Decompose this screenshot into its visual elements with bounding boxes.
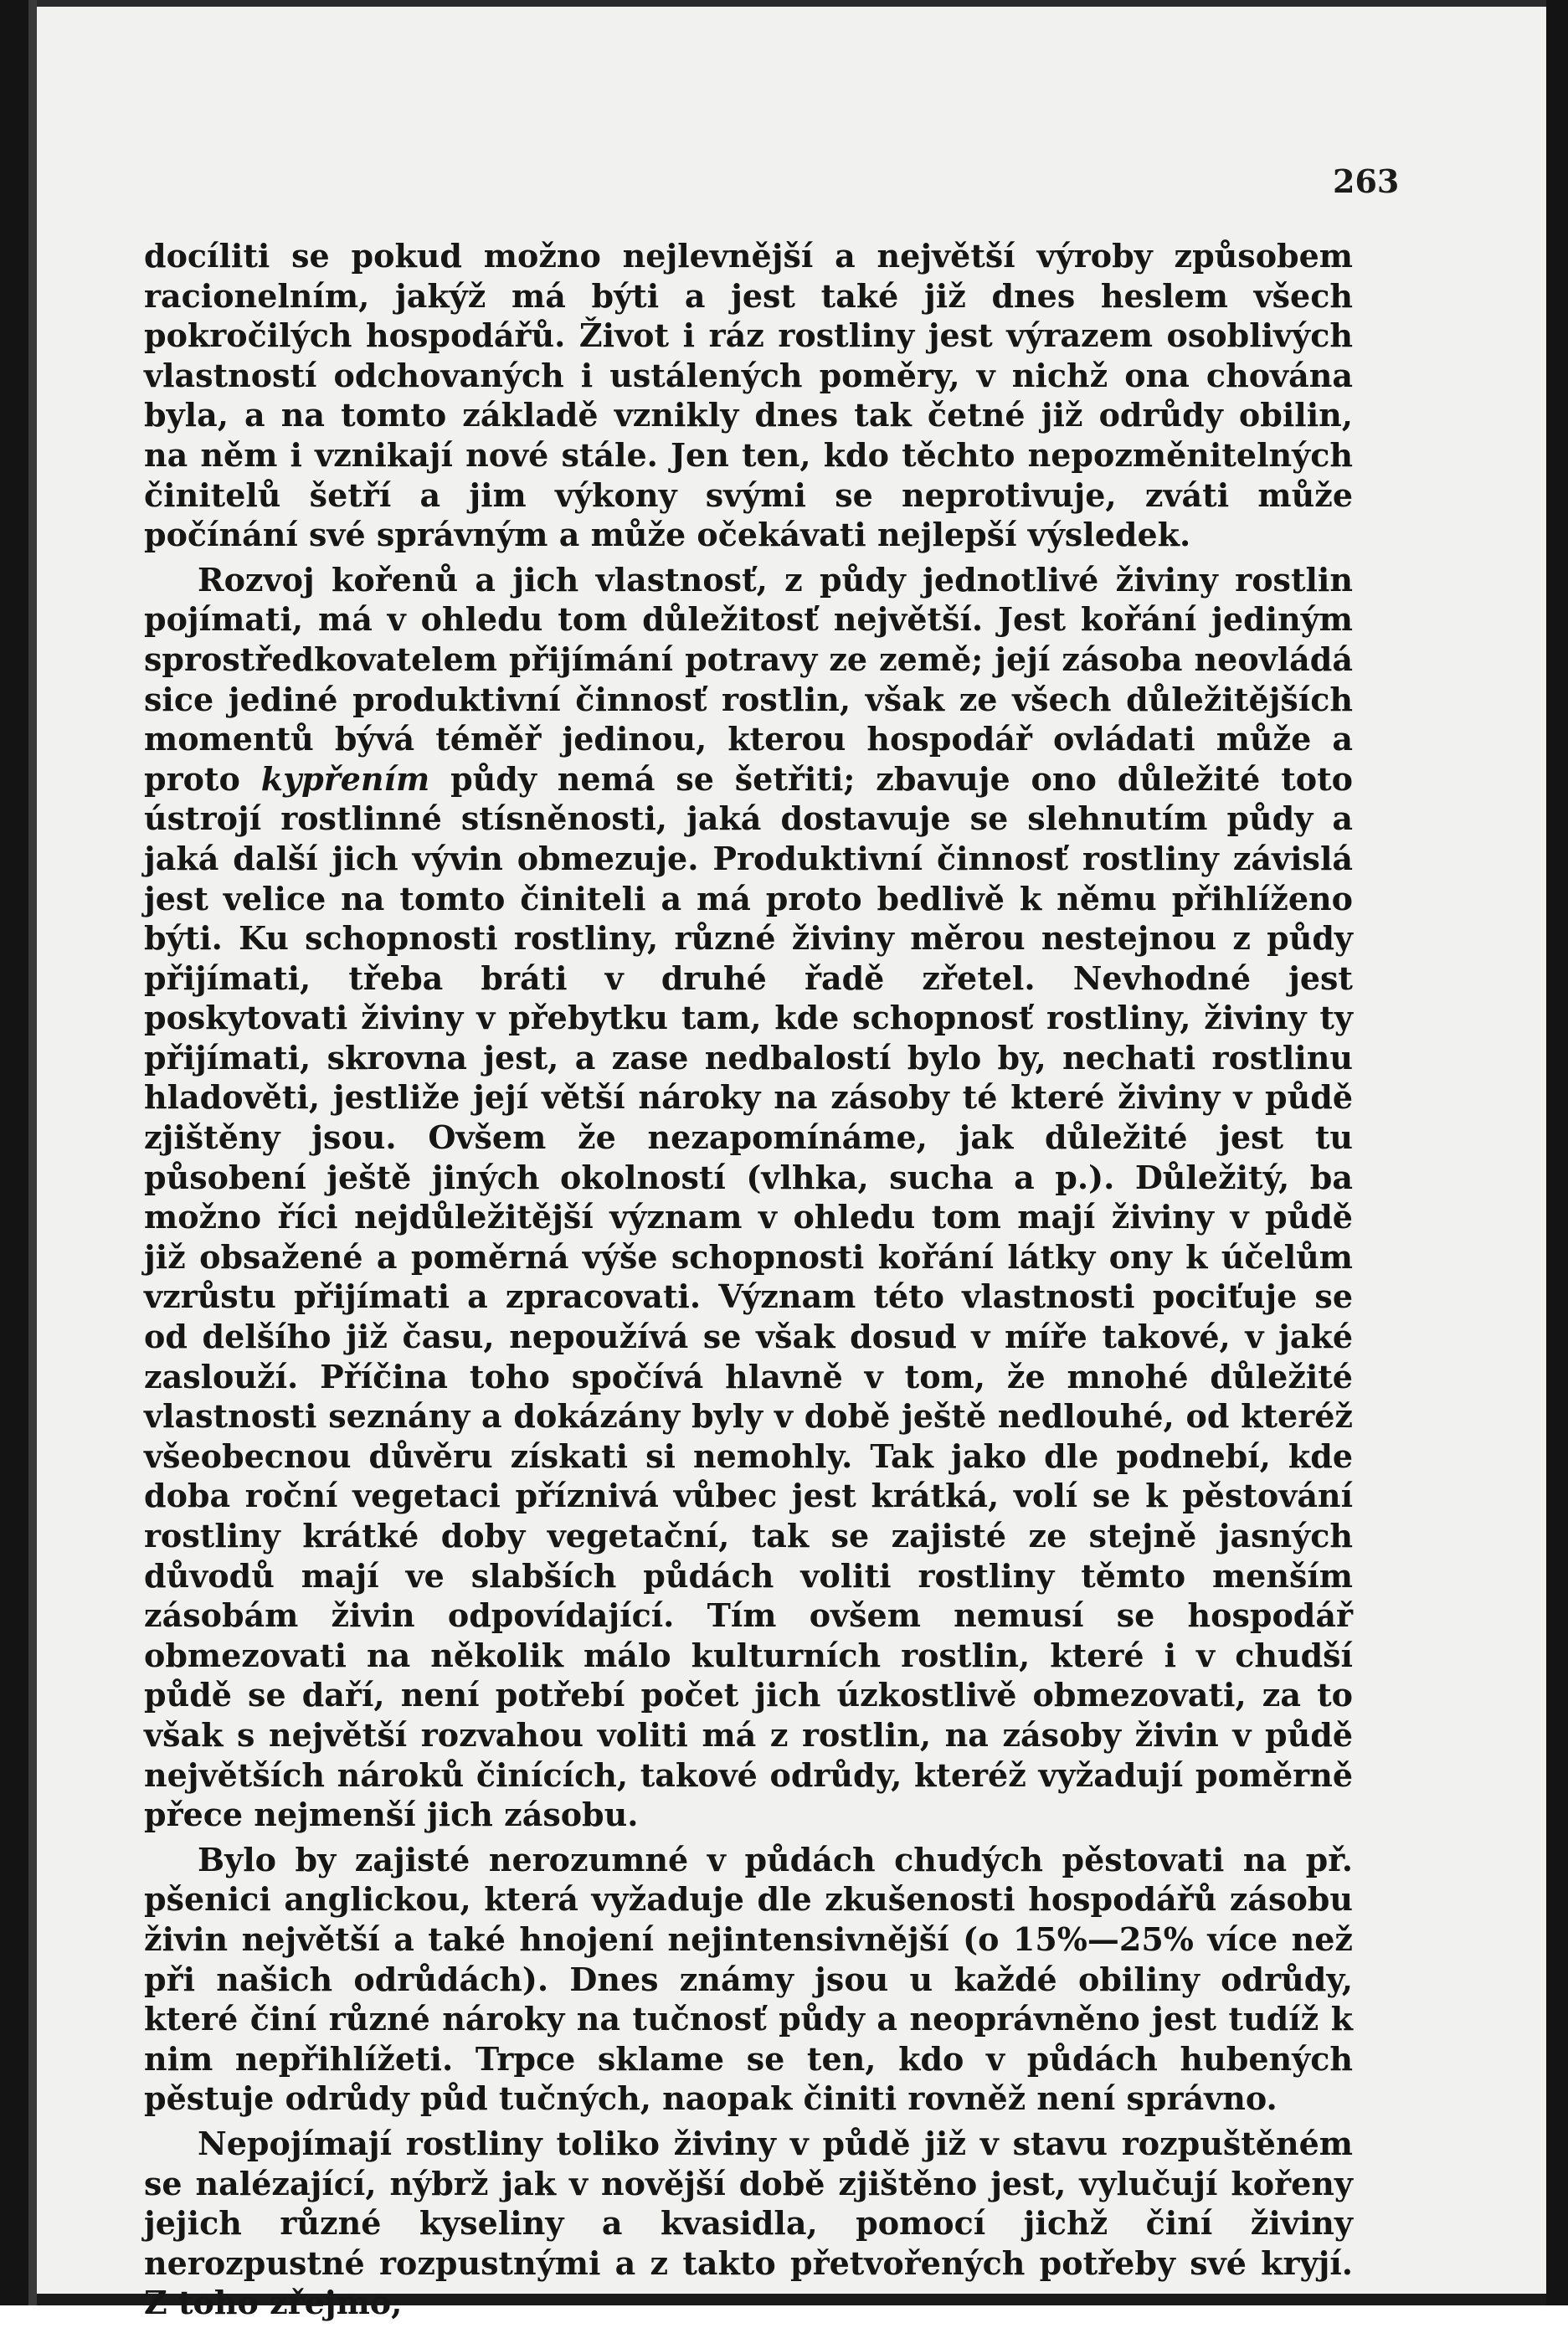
paragraph-2-part-2: půdy nemá se šetřiti; zbavuje ono důležité toto ústrojí rostlinné stísněnosti, jaká dostavuje se slehnutím půdy a jaká další jich vývin obmezuje. Produktivní činnosť rostliny závislá jest velice na tomto činiteli a má proto bedlivě k němu přihlíženo býti. Ku schopnosti rostliny, různé živiny měrou nestejnou z půdy přijímati, třeba bráti v druhé řadě zřetel. Nevhodné jest poskytovati živiny v přebytku tam, kde schopnosť rostliny, živiny ty přijímati, skrovna jest, a zase nedbalostí bylo by, nechati rostlinu hladověti, jestliže její větší nároky na zásoby té které živiny v půdě zjištěny jsou. Ovšem že nezapomínáme, jak důležité jest tu působení ještě jiných okolností (vlhka, sucha a p.). Důležitý, ba možno říci nejdůležitější význam v ohledu tom mají živiny v půdě již obsažené a poměrná výše schopnosti kořání látky ony k účelům vzrůstu přijímati a zpracovati. Význam této vlastnosti pociťuje se od delšího již času, nepoužívá se však dosud v míře takové, v jaké zaslouží. Příčina toho spočívá hlavně v tom, že mnohé důležité vlastnosti seznány a dokázány byly v době ještě nedlouhé, od kteréž všeobecnou důvěru získati si nemohly. Tak jako dle podnebí, kde doba roční vegetaci příznivá vůbec jest krátká, volí se k pěstování rostliny krátké doby vegetační, tak se zajisté ze stejně jasných důvodů mají ve slabších půdách voliti rostliny těmto menším zásobám živin odpovídající. Tím ovšem nemusí se hospodář obmezovati na několik málo kulturních rostlin, které i v chudší půdě se daří, není potřebí počet jich úzkostlivě obmezovati, za to však s největší rozvahou voliti má z rostlin, na zásoby živin v půdě největších nároků činících, takové odrůdy, kteréž vyžadují poměrně přece nejmenší jich zásobu. — [144, 759, 1353, 1834]
scan-left-edge-inner — [28, 0, 37, 2305]
scan-top-edge — [37, 0, 1546, 7]
scan-left-edge — [0, 0, 37, 2305]
paragraph-2-part-1: Rozvoj kořenů a jich vlastnosť, z půdy jednotlivé živiny rostlin pojímati, má v ohledu tom důležitosť největší. Jest kořání jediným sprostředkovatelem přijímání potravy ze země; její zásoba neovládá sice jediné produktivní činnosť rostlin, však ze všech důležitějších momentů bývá téměř jedinou, kterou hospodář ovládati může a proto — [144, 560, 1353, 798]
italic-term: kypřením — [260, 759, 430, 798]
paragraph-3: Bylo by zajisté nerozumné v půdách chudých pěstovati na př. pšenici anglickou, která vyžaduje dle zkušenosti hospodářů zásobu živin největší a také hnojení nejintensivnější (o 15%—25% více než při našich odrůdách). Dnes známy jsou u každé obiliny odrůdy, které činí různé nároky na tučnosť půdy a neoprávněno jest tudíž k nim nepřihlížeti. Trpce sklame se ten, kdo v půdách hubených pěstuje odrůdy půd tučných, naopak činiti rovněž není správno. — [144, 1840, 1353, 2118]
paragraph-1: docíliti se pokud možno nejlevnější a největší výroby způsobem racionelním, jakýž má býti a jest také již dnes heslem všech pokročilých hospodářů. Život i ráz rostliny jest výrazem osoblivých vlastností odchovaných i ustálených poměry, v nichž ona chována byla, a na tomto základě vznikly dnes tak četné již odrůdy obilin, na něm i vznikají nové stále. Jen ten, kdo těchto nepozměnitelných činitelů šetří a jim výkony svými se neprotivuje, zváti může počínání své správným a může očekávati nejlepší výsledek. — [144, 237, 1353, 554]
page-number: 263 — [1333, 162, 1400, 200]
scan-right-edge — [1546, 0, 1568, 2305]
page-body — [144, 236, 1353, 2328]
paragraph-4: Nepojímají rostliny toliko živiny v půdě již v stavu rozpuštěném se nalézající, nýbrž jak v novější době zjištěno jest, vylučují kořeny jejich různé kyseliny a kvasidla, pomocí jichž činí živiny nerozpustné rozpustnými a z takto přetvořených potřeby své kryjí. Z toho zřejmo, — [144, 2124, 1353, 2322]
paragraph-2 — [144, 560, 1353, 1835]
